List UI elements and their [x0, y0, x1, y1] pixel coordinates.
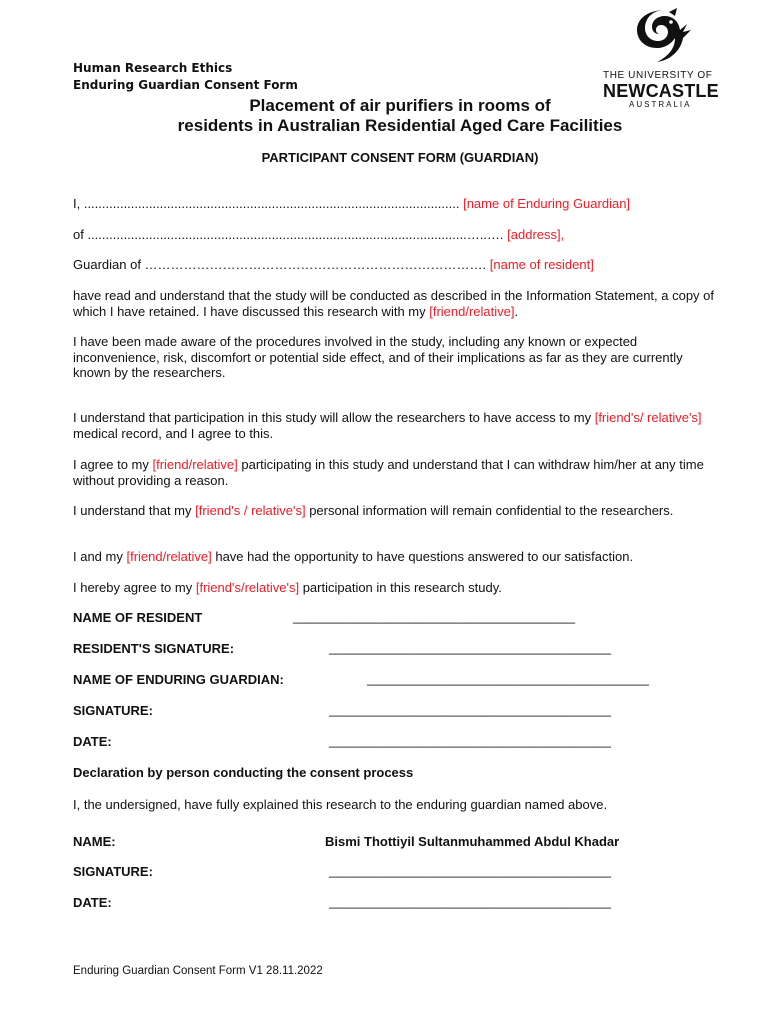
- paragraph-text: medical record, and I agree to this.: [73, 425, 274, 441]
- paragraph-confidential: [73, 503, 723, 519]
- placeholder-text: [friend's/relative's]: [195, 580, 300, 595]
- paragraph-text: .: [514, 303, 519, 319]
- paragraph-text: I and my: [73, 549, 127, 564]
- placeholder-text: [friend's / relative's]: [195, 503, 306, 518]
- address-placeholder: [address],: [507, 227, 565, 242]
- logo-text-line-2: NEWCASTLE: [603, 81, 719, 101]
- guardian-name-placeholder: [name of Enduring Guardian]: [463, 196, 631, 211]
- guardian-date-label: DATE:: [73, 734, 112, 749]
- name-of-resident-label: NAME OF RESIDENT: [73, 610, 203, 625]
- researcher-signature-label: SIGNATURE:: [73, 864, 153, 879]
- researcher-date-label: DATE:: [73, 895, 112, 910]
- paragraph-read-understand: [73, 288, 723, 319]
- researcher-name-value: Bismi Thottiyil Sultanmuhammed Abdul Khadar: [325, 834, 620, 849]
- header-line-2: Enduring Guardian Consent Form: [73, 78, 298, 92]
- residents-signature-line[interactable]: _______________________________________: [329, 640, 611, 655]
- guardian-name-field: [73, 196, 723, 212]
- paragraph-text: have read and understand that the study will be conducted as described in the Information Statement, a copy of which I have retained. I have discussed this research with my: [73, 288, 715, 319]
- researcher-name-label: NAME:: [73, 834, 116, 849]
- placeholder-text: [friend/relative]: [429, 303, 515, 319]
- paragraph-questions: [73, 549, 723, 565]
- researcher-signature-line[interactable]: _______________________________________: [329, 863, 611, 878]
- guardian-name-dots: I, ........................................................................................................: [73, 196, 460, 211]
- document-footer: Enduring Guardian Consent Form V1 28.11.2022: [73, 965, 323, 977]
- logo-text-line-3: AUSTRALIA: [629, 100, 692, 109]
- document-header: [73, 60, 298, 94]
- placeholder-text: [friend/relative]: [152, 457, 238, 472]
- resident-name-placeholder: [name of resident]: [489, 257, 594, 272]
- name-of-guardian-label: NAME OF ENDURING GUARDIAN:: [73, 672, 284, 687]
- address-field: [73, 227, 723, 243]
- paragraph-text: I agree to my: [73, 457, 153, 472]
- researcher-date-line[interactable]: _______________________________________: [329, 894, 611, 909]
- document-title: [0, 96, 770, 136]
- paragraph-text: I understand that participation in this study will allow the researchers to have access to my: [73, 410, 595, 425]
- declaration-heading: Declaration by person conducting the consent process: [73, 765, 414, 780]
- paragraph-withdraw: [73, 457, 723, 488]
- logo-text-line-1: THE UNIVERSITY OF: [603, 70, 713, 81]
- header-line-1: Human Research Ethics: [73, 61, 233, 75]
- residents-signature-label: RESIDENT'S SIGNATURE:: [73, 641, 235, 656]
- resident-name-field: [73, 257, 723, 273]
- paragraph-text: personal information will remain confidential to the researchers.: [305, 503, 674, 518]
- paragraph-text: I understand that my: [73, 503, 196, 518]
- paragraph-medical-record: [73, 410, 723, 441]
- paragraph-text: have had the opportunity to have questions answered to our satisfaction.: [211, 549, 634, 564]
- title-line-2: residents in Australian Residential Aged Care Facilities: [177, 116, 623, 135]
- paragraph-agree: [73, 580, 723, 596]
- guardian-signature-line[interactable]: _______________________________________: [329, 702, 611, 717]
- paragraph-text: participating in this study and understand that I can withdraw him/her at any time without providing a reason.: [73, 457, 704, 488]
- resident-name-dots: Guardian of …………………………………………………………………….: [73, 257, 487, 272]
- placeholder-text: [friend/relative]: [126, 549, 212, 564]
- placeholder-text: [friend's/ relative's]: [594, 410, 702, 425]
- name-of-guardian-line[interactable]: _______________________________________: [367, 671, 649, 686]
- guardian-date-line[interactable]: _______________________________________: [329, 733, 611, 748]
- address-dots: of .........................................................................................................…..….: [73, 227, 504, 242]
- form-subtitle: PARTICIPANT CONSENT FORM (GUARDIAN): [261, 150, 539, 165]
- guardian-signature-label: SIGNATURE:: [73, 703, 153, 718]
- seahorse-logo-icon: [625, 8, 697, 64]
- paragraph-text: I hereby agree to my: [73, 580, 196, 595]
- paragraph-text: participation in this research study.: [299, 580, 502, 595]
- title-line-1: Placement of air purifiers in rooms of: [249, 96, 551, 115]
- university-logo: [603, 8, 725, 110]
- paragraph-procedures: I have been made aware of the procedures involved in the study, including any known or expected inconvenience, risk, discomfort or potential side effect, and of their implications as far as they are currently known by the researchers.: [73, 334, 683, 380]
- declaration-text: I, the undersigned, have fully explained this research to the enduring guardian named above.: [73, 797, 608, 812]
- name-of-resident-line[interactable]: _______________________________________: [293, 609, 575, 624]
